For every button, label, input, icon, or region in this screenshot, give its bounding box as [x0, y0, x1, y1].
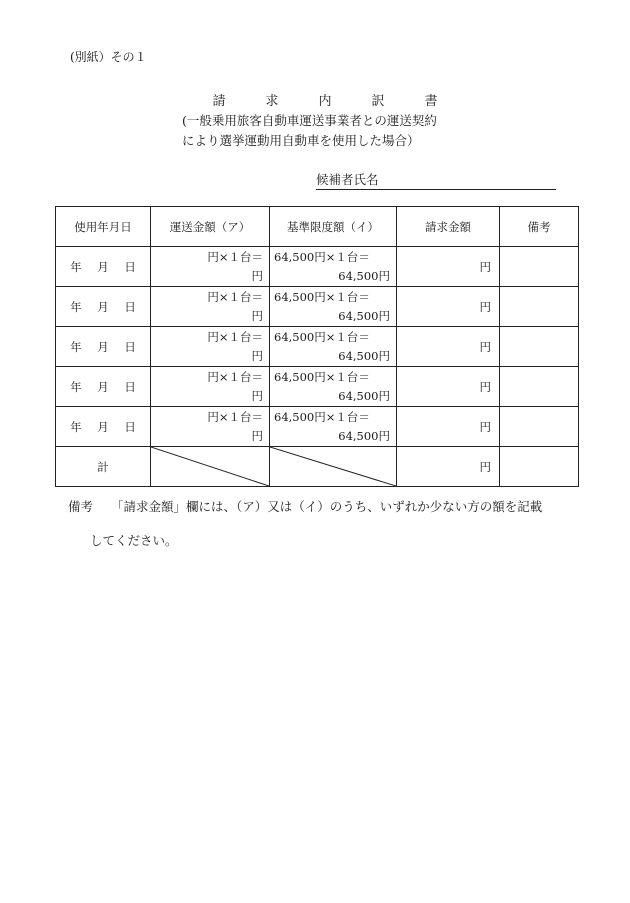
transport-amount-result: 円: [251, 349, 263, 363]
standard-limit-result: 64,500円: [338, 429, 390, 443]
title-char: 求: [265, 94, 279, 109]
usage-date-cell[interactable]: [56, 407, 151, 447]
transport-amount-formula: 円×１台＝: [207, 250, 263, 264]
remarks-text: 「請求金額」欄には、（ア）又は（イ）のうち、いずれか少ない方の額を記載: [111, 499, 543, 514]
date-year: 年: [70, 419, 82, 434]
remarks-line-2: してください。: [90, 533, 178, 548]
transport-amount-result: 円: [251, 269, 263, 283]
note-cell[interactable]: [500, 287, 579, 327]
document-subtitle: [182, 111, 437, 151]
total-row: [56, 447, 579, 487]
subtitle-line: (一般乗用旅客自動車運送事業者との運送契約: [182, 113, 437, 128]
date-month: 月: [97, 299, 109, 314]
header-notes: 備考: [500, 207, 579, 247]
date-year: 年: [70, 259, 82, 274]
date-day: 日: [124, 299, 136, 314]
total-transport-crossed: [151, 447, 270, 487]
note-cell[interactable]: [500, 367, 579, 407]
table-row: [56, 407, 579, 447]
standard-limit-cell: [270, 247, 397, 287]
standard-limit-result: 64,500円: [338, 349, 390, 363]
title-char: 書: [424, 94, 438, 109]
table-row: [56, 327, 579, 367]
standard-limit-formula: 64,500円×１台＝: [274, 410, 370, 424]
transport-amount-cell[interactable]: [151, 327, 270, 367]
header-claim-amount: 請求金額: [397, 207, 500, 247]
table-row: [56, 247, 579, 287]
standard-limit-cell: [270, 367, 397, 407]
header-usage-date: 使用年月日: [56, 207, 151, 247]
transport-amount-cell[interactable]: [151, 247, 270, 287]
diagonal-strike: [270, 447, 396, 486]
transport-amount-result: 円: [251, 429, 263, 443]
date-day: 日: [124, 339, 136, 354]
transport-amount-formula: 円×１台＝: [207, 290, 263, 304]
transport-amount-formula: 円×１台＝: [207, 330, 263, 344]
title-char: 内: [318, 94, 332, 109]
title-char: 請: [212, 94, 226, 109]
date-month: 月: [97, 259, 109, 274]
candidate-name-field[interactable]: [316, 170, 556, 190]
claim-amount-cell[interactable]: 円: [397, 287, 500, 327]
remarks-label: 備考: [68, 499, 94, 514]
claim-breakdown-table: [55, 206, 579, 487]
date-day: 日: [124, 379, 136, 394]
transport-amount-result: 円: [251, 389, 263, 403]
subtitle-line: により選挙運動用自動車を使用した場合）: [182, 133, 420, 148]
header-standard-limit: 基準限度額（イ）: [270, 207, 397, 247]
standard-limit-result: 64,500円: [338, 309, 390, 323]
transport-amount-cell[interactable]: [151, 287, 270, 327]
document-title: [0, 90, 630, 109]
usage-date-cell[interactable]: [56, 367, 151, 407]
claim-amount-cell[interactable]: 円: [397, 407, 500, 447]
total-label: 計: [56, 447, 151, 487]
usage-date-cell[interactable]: [56, 247, 151, 287]
claim-amount-cell[interactable]: 円: [397, 247, 500, 287]
usage-date-cell[interactable]: [56, 287, 151, 327]
standard-limit-formula: 64,500円×１台＝: [274, 290, 370, 304]
standard-limit-formula: 64,500円×１台＝: [274, 250, 370, 264]
transport-amount-cell[interactable]: [151, 367, 270, 407]
date-month: 月: [97, 339, 109, 354]
usage-date-cell[interactable]: [56, 327, 151, 367]
standard-limit-formula: 64,500円×１台＝: [274, 370, 370, 384]
candidate-name-label: 候補者氏名: [316, 172, 379, 187]
table-row: [56, 287, 579, 327]
standard-limit-cell: [270, 287, 397, 327]
attachment-label: (別紙）その１: [70, 50, 147, 64]
date-year: 年: [70, 299, 82, 314]
standard-limit-cell: [270, 407, 397, 447]
table-header-row: [56, 207, 579, 247]
standard-limit-cell: [270, 327, 397, 367]
transport-amount-formula: 円×１台＝: [207, 410, 263, 424]
table-row: [56, 367, 579, 407]
date-year: 年: [70, 379, 82, 394]
standard-limit-result: 64,500円: [338, 389, 390, 403]
total-limit-crossed: [270, 447, 397, 487]
date-year: 年: [70, 339, 82, 354]
note-cell[interactable]: [500, 247, 579, 287]
transport-amount-result: 円: [251, 309, 263, 323]
date-month: 月: [97, 379, 109, 394]
note-cell[interactable]: [500, 327, 579, 367]
claim-amount-cell[interactable]: 円: [397, 367, 500, 407]
date-day: 日: [124, 419, 136, 434]
diagonal-strike: [151, 447, 269, 486]
total-note[interactable]: [500, 447, 579, 487]
header-transport-amount: 運送金額（ア）: [151, 207, 270, 247]
transport-amount-formula: 円×１台＝: [207, 370, 263, 384]
date-day: 日: [124, 259, 136, 274]
date-month: 月: [97, 419, 109, 434]
standard-limit-result: 64,500円: [338, 269, 390, 283]
total-claim-amount[interactable]: 円: [397, 447, 500, 487]
note-cell[interactable]: [500, 407, 579, 447]
title-char: 訳: [371, 94, 385, 109]
standard-limit-formula: 64,500円×１台＝: [274, 330, 370, 344]
claim-amount-cell[interactable]: 円: [397, 327, 500, 367]
transport-amount-cell[interactable]: [151, 407, 270, 447]
remarks-line-1: [68, 497, 542, 515]
